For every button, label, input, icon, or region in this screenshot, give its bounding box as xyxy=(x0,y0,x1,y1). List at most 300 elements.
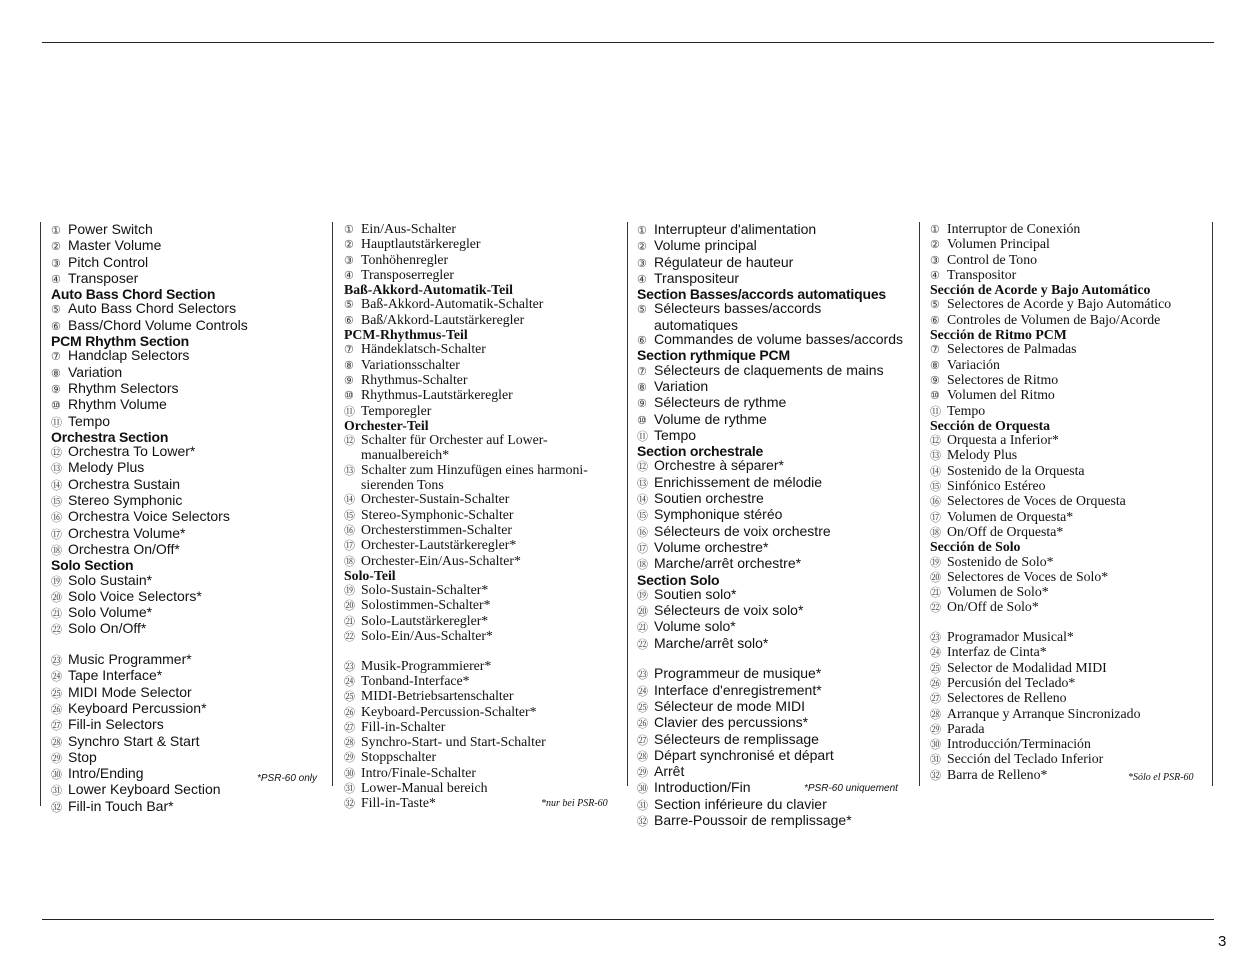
item-number: ⑩ xyxy=(637,414,647,427)
list-item xyxy=(51,365,329,381)
item-number: ⑬ xyxy=(637,477,648,490)
list-item xyxy=(930,388,1210,403)
list-item xyxy=(344,433,624,448)
section-heading: PCM Rhythm Section xyxy=(51,333,189,350)
list-item xyxy=(51,222,329,238)
list-item xyxy=(637,587,917,603)
item-number: ⑰ xyxy=(637,542,648,555)
item-label: Baß-Akkord-Automatik-Schalter xyxy=(361,296,544,312)
item-label: Rhythm Volume xyxy=(68,396,167,413)
item-label: Control de Tono xyxy=(947,251,1037,267)
list-item xyxy=(930,358,1210,373)
item-number: ⑮ xyxy=(51,496,62,509)
item-label: Intro/Ending xyxy=(68,765,144,782)
top-rule xyxy=(42,42,1214,43)
item-label: Sélecteurs de voix orchestre xyxy=(654,522,831,539)
item-label: Synchro Start & Start xyxy=(68,732,200,749)
item-number: ⑯ xyxy=(637,526,648,539)
item-number: ① xyxy=(930,224,940,236)
list-item xyxy=(51,381,329,397)
item-label: Orchestra Volume* xyxy=(68,524,186,541)
section-heading: Solo Section xyxy=(51,557,134,574)
list-item-continuation: sierenden Tons xyxy=(361,477,444,493)
item-label: Transpositeur xyxy=(654,269,740,286)
item-number: ㉖ xyxy=(930,677,941,690)
item-number: ⑲ xyxy=(930,556,941,569)
item-number: ④ xyxy=(930,269,940,282)
item-number: ㉜ xyxy=(930,769,941,782)
item-label: Orchestra Voice Selectors xyxy=(68,508,230,525)
item-number: ㉔ xyxy=(930,647,941,660)
list-item-continuation: manualbereich* xyxy=(361,447,450,463)
item-label: Solo-Ein/Aus-Schalter* xyxy=(361,628,493,644)
item-label: Interfaz de Cinta* xyxy=(947,644,1047,660)
item-label: Volume principal xyxy=(654,237,757,254)
item-number: ⑤ xyxy=(51,304,61,317)
list-item xyxy=(637,507,917,523)
list-item xyxy=(344,342,624,357)
item-label: Introduction/Fin xyxy=(654,779,751,796)
item-number: ⑨ xyxy=(344,374,354,387)
item-label: Lower-Manual bereich xyxy=(361,779,488,795)
spacer xyxy=(637,652,917,666)
list-item xyxy=(51,542,329,558)
list-item xyxy=(637,301,917,317)
section-heading: Section Solo xyxy=(637,571,720,588)
list-item xyxy=(637,238,917,254)
item-number: ㉕ xyxy=(637,701,648,714)
item-label: Orchestra To Lower* xyxy=(68,443,196,460)
item-number: ㉛ xyxy=(51,785,62,798)
item-number: ㉗ xyxy=(51,720,62,733)
item-label: Rhythm Selectors xyxy=(68,379,179,396)
column-divider-3 xyxy=(919,222,920,786)
item-label: Synchro-Start- und Start-Schalter xyxy=(361,734,546,750)
list-item xyxy=(930,373,1210,388)
item-number: ㉖ xyxy=(344,706,355,719)
item-label: Clavier des percussions* xyxy=(654,714,809,731)
item-label: Barre-Poussoir de remplissage* xyxy=(654,811,852,828)
item-label: Sélecteur de mode MIDI xyxy=(654,697,805,714)
list-item xyxy=(637,540,917,556)
item-label: Lower Keyboard Section xyxy=(68,781,221,798)
list-item xyxy=(344,358,624,373)
list-item xyxy=(344,750,624,765)
list-item xyxy=(930,268,1210,283)
item-number: ㉑ xyxy=(51,608,62,621)
item-label: Fill-in Selectors xyxy=(68,716,164,733)
item-label: Schalter zum Hinzufügen eines harmoni- xyxy=(361,461,588,477)
item-number: ⑭ xyxy=(637,494,648,507)
list-item xyxy=(344,523,624,538)
item-number: ⑥ xyxy=(51,320,61,333)
list-item xyxy=(637,255,917,271)
list-item xyxy=(637,524,917,540)
list-item xyxy=(344,373,624,388)
item-label: Power Switch xyxy=(68,221,153,237)
item-number: ② xyxy=(344,239,354,252)
item-number: ㉘ xyxy=(51,736,62,749)
item-label: Transpositor xyxy=(947,266,1017,282)
list-item xyxy=(51,444,329,460)
item-number: ⑯ xyxy=(51,512,62,525)
list-item xyxy=(51,509,329,525)
list-item xyxy=(51,589,329,605)
item-label: Orchestra Sustain xyxy=(68,475,181,492)
item-label: Enrichissement de mélodie xyxy=(654,473,823,490)
item-label: Sostenido de Solo* xyxy=(947,553,1054,569)
item-number: ① xyxy=(637,225,647,237)
item-label: Départ synchronisé et départ xyxy=(654,746,834,763)
item-number: ㉜ xyxy=(51,801,62,814)
item-label: Sélecteurs de voix solo* xyxy=(654,602,804,619)
item-number: ㉔ xyxy=(344,675,355,688)
item-number: ⑲ xyxy=(637,589,648,602)
footnote-spanish: *Sólo el PSR-60 xyxy=(1128,772,1194,783)
item-number: ⑥ xyxy=(637,335,647,348)
item-number: ⑧ xyxy=(51,367,61,380)
item-number: ㉚ xyxy=(637,783,648,796)
list-item xyxy=(930,737,1210,752)
list-item xyxy=(344,222,624,237)
list-item xyxy=(51,271,329,287)
item-label: Controles de Volumen de Bajo/Acorde xyxy=(947,311,1161,327)
item-label: Volumen del Ritmo xyxy=(947,387,1055,403)
item-number: ㉕ xyxy=(930,662,941,675)
item-number: ⑪ xyxy=(930,405,941,418)
item-label: Sélecteurs basses/accords xyxy=(654,300,822,317)
item-number: ㉘ xyxy=(344,737,355,750)
column-german xyxy=(344,222,624,812)
footnote-french: *PSR-60 uniquement xyxy=(804,783,898,794)
item-number: ⑧ xyxy=(930,359,940,372)
item-number: ㉖ xyxy=(637,718,648,731)
list-item xyxy=(930,313,1210,328)
item-number: ⑱ xyxy=(344,555,355,568)
list-item xyxy=(930,676,1210,691)
item-number: ㉛ xyxy=(344,782,355,795)
section-heading: Sección de Ritmo PCM xyxy=(930,327,1067,343)
item-number: ③ xyxy=(637,257,647,270)
item-number: ④ xyxy=(51,273,61,286)
item-number: ㉚ xyxy=(51,769,62,782)
item-label: Fill-in-Taste* xyxy=(361,795,436,811)
item-label: Temporegler xyxy=(361,402,432,418)
item-label: Programador Musical* xyxy=(947,629,1074,645)
item-number: ⑮ xyxy=(344,509,355,522)
column-divider-1 xyxy=(332,222,333,786)
list-item xyxy=(930,510,1210,525)
item-number: ㉗ xyxy=(637,734,648,747)
list-item xyxy=(344,463,624,478)
list-item xyxy=(637,271,917,287)
item-label: Bass/Chord Volume Controls xyxy=(68,316,248,333)
item-label: On/Off de Orquesta* xyxy=(947,523,1064,539)
item-label: Sostenido de la Orquesta xyxy=(947,462,1085,478)
section-heading: Section orchestrale xyxy=(637,443,764,460)
item-number: ⑤ xyxy=(930,299,940,312)
item-label: Stop xyxy=(68,748,97,765)
item-number: ⑪ xyxy=(51,416,62,429)
item-label: Händeklatsch-Schalter xyxy=(361,341,486,357)
list-item xyxy=(930,585,1210,600)
item-number: ㉙ xyxy=(51,752,62,765)
item-number: ⑪ xyxy=(344,405,355,418)
item-number: ㉑ xyxy=(344,615,355,628)
section-heading: Auto Bass Chord Section xyxy=(51,286,216,303)
item-label: Section inférieure du clavier xyxy=(654,795,827,812)
list-item xyxy=(344,766,624,781)
item-number: ⑳ xyxy=(344,600,355,613)
item-number: ⑱ xyxy=(637,559,648,572)
list-item xyxy=(637,683,917,699)
list-item xyxy=(344,508,624,523)
list-item xyxy=(51,782,329,798)
list-item xyxy=(637,636,917,652)
item-number: ② xyxy=(51,241,61,254)
list-item xyxy=(637,813,917,829)
item-number: ⑧ xyxy=(344,359,354,372)
list-item xyxy=(637,491,917,507)
list-item xyxy=(930,253,1210,268)
item-label: Tempo xyxy=(68,412,111,429)
item-number: ⑥ xyxy=(344,314,354,327)
item-label: Parada xyxy=(947,720,985,736)
section-heading: Orchestra Section xyxy=(51,428,169,445)
item-label: Volume orchestre* xyxy=(654,538,769,555)
item-number: ⑧ xyxy=(637,381,647,394)
item-number: ⑤ xyxy=(344,299,354,312)
item-number: ④ xyxy=(637,273,647,286)
item-label: Solo On/Off* xyxy=(68,620,147,637)
list-item xyxy=(930,448,1210,463)
list-item xyxy=(930,464,1210,479)
section-heading: Sección de Orquesta xyxy=(930,417,1051,433)
item-label: Pitch Control xyxy=(68,253,149,270)
list-item xyxy=(930,722,1210,737)
item-number: ㉖ xyxy=(51,703,62,716)
section-heading: Orchester-Teil xyxy=(344,417,429,433)
item-label: Tempo xyxy=(654,426,697,443)
item-label: Orchester-Ein/Aus-Schalter* xyxy=(361,552,521,568)
item-number: ⑥ xyxy=(930,314,940,327)
list-item xyxy=(51,397,329,413)
item-label: Melody Plus xyxy=(68,459,145,476)
list-item xyxy=(344,538,624,553)
section-heading: Solo-Teil xyxy=(344,567,396,583)
list-item xyxy=(637,748,917,764)
item-number: ② xyxy=(637,241,647,254)
item-number: ⑫ xyxy=(51,447,62,460)
section-heading: PCM-Rhythmus-Teil xyxy=(344,327,468,343)
item-number: ⑪ xyxy=(637,430,648,443)
item-label: Solo Volume* xyxy=(68,604,153,621)
page-number: 3 xyxy=(1218,933,1227,950)
list-item xyxy=(51,526,329,542)
list-item xyxy=(637,379,917,395)
item-label: Variación xyxy=(947,356,1000,372)
list-item xyxy=(51,652,329,668)
item-number: ㉗ xyxy=(930,693,941,706)
list-item xyxy=(51,685,329,701)
list-item xyxy=(51,348,329,364)
item-number: ㉙ xyxy=(344,752,355,765)
item-label: Rhythmus-Lautstärkeregler xyxy=(361,387,513,403)
item-number: ⑲ xyxy=(51,575,62,588)
item-number: ① xyxy=(51,225,61,237)
section-heading: Baß-Akkord-Automatik-Teil xyxy=(344,282,513,298)
list-item xyxy=(344,492,624,507)
item-label: Sección del Teclado Inferior xyxy=(947,751,1104,767)
list-item xyxy=(344,253,624,268)
item-number: ③ xyxy=(344,254,354,267)
item-label: Soutien solo* xyxy=(654,585,737,602)
item-label: Marche/arrêt orchestre* xyxy=(654,555,802,572)
item-label: Solo Voice Selectors* xyxy=(68,587,202,604)
list-item xyxy=(637,715,917,731)
item-label: Handclap Selectors xyxy=(68,347,190,364)
spacer xyxy=(51,638,329,652)
list-item xyxy=(51,734,329,750)
list-item xyxy=(51,573,329,589)
list-item xyxy=(637,556,917,572)
item-label: Music Programmer* xyxy=(68,651,192,668)
list-item xyxy=(344,404,624,419)
list-item xyxy=(637,666,917,682)
list-item xyxy=(930,691,1210,706)
item-number: ⑳ xyxy=(930,571,941,584)
section-heading: Section Basses/accords automatiques xyxy=(637,286,886,303)
bottom-rule xyxy=(42,919,1214,920)
item-number: ㉑ xyxy=(637,622,648,635)
item-number: ⑦ xyxy=(51,351,61,364)
item-number: ① xyxy=(344,224,354,236)
item-label: Tempo xyxy=(947,402,986,418)
item-label: Introducción/Terminación xyxy=(947,736,1091,752)
item-number: ⑬ xyxy=(344,464,355,477)
list-item xyxy=(930,433,1210,448)
list-item xyxy=(930,342,1210,357)
list-item xyxy=(930,630,1210,645)
item-number: ② xyxy=(930,239,940,252)
item-number: ⑤ xyxy=(637,304,647,317)
column-spanish xyxy=(930,222,1210,783)
item-number: ⑦ xyxy=(344,344,354,357)
list-item xyxy=(930,555,1210,570)
item-number: ⑯ xyxy=(930,496,941,509)
list-item xyxy=(930,707,1210,722)
list-item xyxy=(637,732,917,748)
list-item xyxy=(344,297,624,312)
item-label: Orquesta a Inferior* xyxy=(947,432,1059,448)
column-divider-right xyxy=(1212,222,1213,786)
item-number: ⑦ xyxy=(637,365,647,378)
item-number: ⑦ xyxy=(930,344,940,357)
list-item-continuation: automatiques xyxy=(654,316,739,333)
item-label: Arranque y Arranque Sincronizado xyxy=(947,705,1141,721)
item-label: Régulateur de hauteur xyxy=(654,253,794,270)
item-number: ㉓ xyxy=(637,669,648,682)
item-label: Volumen Principal xyxy=(947,236,1050,252)
item-number: ⑰ xyxy=(344,540,355,553)
item-label: Orchester-Sustain-Schalter xyxy=(361,491,510,507)
spacer xyxy=(344,644,624,658)
list-item xyxy=(51,701,329,717)
list-item xyxy=(344,781,624,796)
item-number: ⑭ xyxy=(51,479,62,492)
footnote-german: *nur bei PSR-60 xyxy=(541,798,608,809)
item-number: ㉙ xyxy=(637,767,648,780)
column-divider-2 xyxy=(627,222,628,786)
item-number: ⑳ xyxy=(51,591,62,604)
item-label: Melody Plus xyxy=(947,447,1018,463)
item-label: Baß/Akkord-Lautstärkeregler xyxy=(361,311,525,327)
section-heading: Sección de Acorde y Bajo Automático xyxy=(930,282,1151,298)
section-heading: Sección de Solo xyxy=(930,539,1021,555)
item-number: ㉘ xyxy=(637,750,648,763)
item-number: ⑬ xyxy=(930,450,941,463)
item-number: ㉔ xyxy=(51,671,62,684)
item-number: ㉛ xyxy=(637,799,648,812)
list-item xyxy=(930,570,1210,585)
list-item xyxy=(51,301,329,317)
item-label: Tonband-Interface* xyxy=(361,672,470,688)
item-label: Programmeur de musique* xyxy=(654,665,822,682)
column-french xyxy=(637,222,917,829)
list-item xyxy=(930,237,1210,252)
item-label: Ein/Aus-Schalter xyxy=(361,221,457,236)
item-number: ⑰ xyxy=(51,528,62,541)
item-label: Tape Interface* xyxy=(68,667,163,684)
item-number: ⑫ xyxy=(930,435,941,448)
item-label: Tonhöhenregler xyxy=(361,251,449,267)
list-item xyxy=(637,458,917,474)
item-label: Selectores de Palmadas xyxy=(947,341,1077,357)
item-label: Orchesterstimmen-Schalter xyxy=(361,521,512,537)
item-label: Keyboard-Percussion-Schalter* xyxy=(361,703,537,719)
item-number: ㉓ xyxy=(344,660,355,673)
item-number: ㉔ xyxy=(637,685,648,698)
item-number: ⑩ xyxy=(51,400,61,413)
item-number: ③ xyxy=(930,254,940,267)
list-item xyxy=(51,621,329,637)
item-number: ⑩ xyxy=(344,390,354,403)
item-label: Selectores de Voces de Orquesta xyxy=(947,493,1126,509)
list-item xyxy=(51,477,329,493)
item-label: MIDI Mode Selector xyxy=(68,683,192,700)
item-label: Sélecteurs de claquements de mains xyxy=(654,361,884,378)
list-item xyxy=(637,222,917,238)
item-number: ㉑ xyxy=(930,587,941,600)
item-label: Fill-in Touch Bar* xyxy=(68,797,174,814)
item-label: Orchester-Lautstärkeregler* xyxy=(361,537,517,553)
list-item xyxy=(344,554,624,569)
list-item xyxy=(637,797,917,813)
spacer xyxy=(930,616,1210,630)
list-item xyxy=(344,689,624,704)
list-item xyxy=(51,717,329,733)
column-divider-left xyxy=(40,222,41,806)
item-number: ⑬ xyxy=(51,463,62,476)
item-label: Interrupteur d'alimentation xyxy=(654,221,817,237)
item-label: Volumen de Orquesta* xyxy=(947,508,1074,524)
item-label: Symphonique stéréo xyxy=(654,506,783,523)
item-number: ㉒ xyxy=(930,602,941,615)
item-label: Volume de rythme xyxy=(654,410,767,427)
item-number: ㉘ xyxy=(930,708,941,721)
item-label: Solo Sustain* xyxy=(68,571,153,588)
item-label: Commandes de volume basses/accords xyxy=(654,331,904,348)
